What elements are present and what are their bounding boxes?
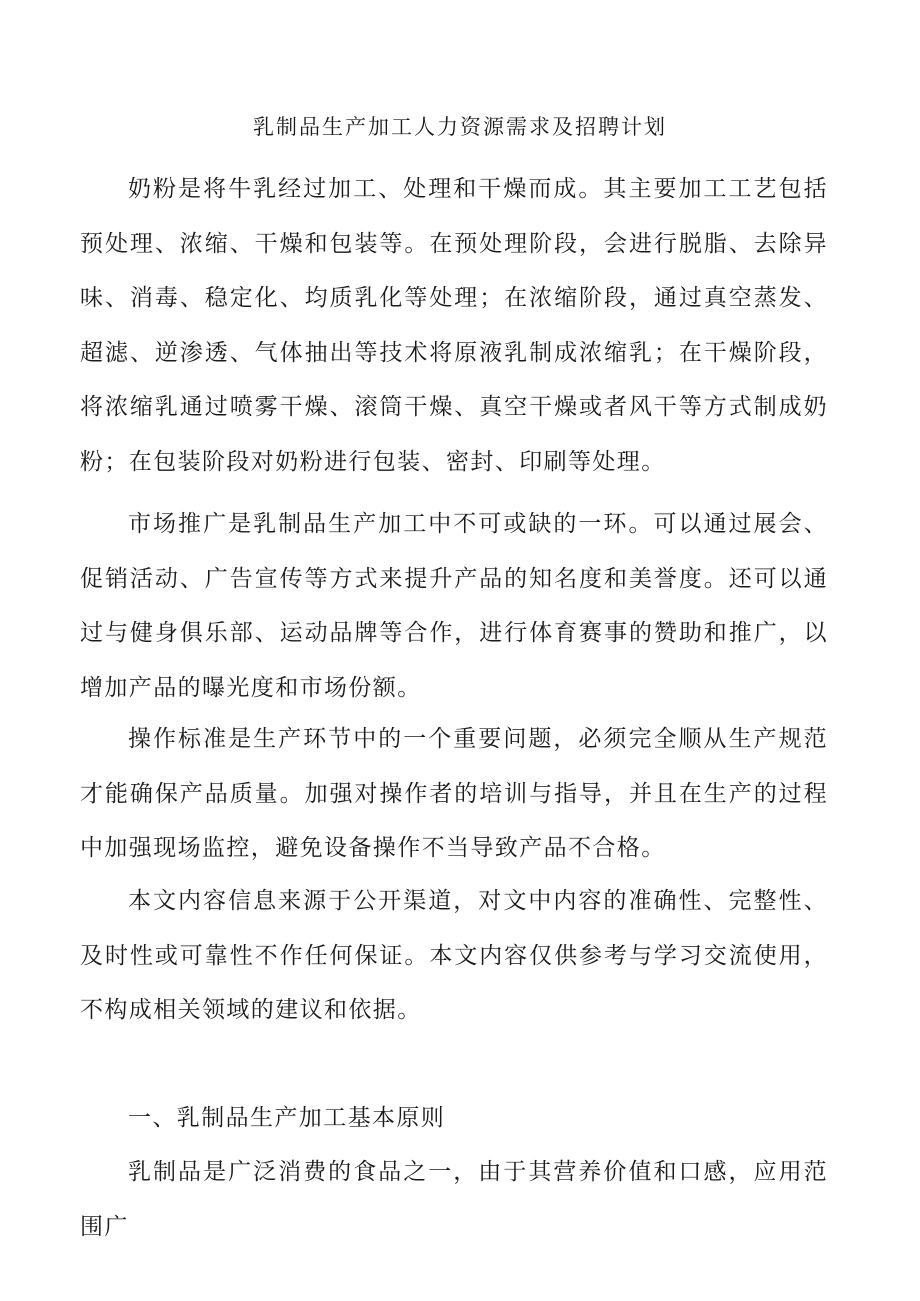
document-title: 乳制品生产加工人力资源需求及招聘计划 <box>253 115 667 139</box>
paragraph-milk-powder: 奶粉是将牛乳经过加工、处理和干燥而成。其主要加工工艺包括预处理、浓缩、干燥和包装等。在预处理阶段，会进行脱脂、去除异味、消毒、稳定化、均质乳化等处理；在浓缩阶段，通过真空蒸发、超滤、逆渗透、气体抽出等技术将原液乳制成浓缩乳；在干燥阶段，将浓缩乳通过喷雾干燥、滚筒干燥、真空干燥或者风干等方式制成奶粉；在包装阶段对奶粉进行包装、密封、印刷等处理。 <box>80 176 828 475</box>
paragraph-disclaimer: 本文内容信息来源于公开渠道，对文中内容的准确性、完整性、及时性或可靠性不作任何保证。本文内容仅供参考与学习交流使用，不构成相关领域的建议和依据。 <box>80 888 828 1023</box>
section-heading: 一、乳制品生产加工基本原则 <box>128 1105 446 1131</box>
paragraph-section-intro: 乳制品是广泛消费的食品之一，由于其营养价值和口感，应用范围广 <box>80 1159 828 1240</box>
paragraph-marketing: 市场推广是乳制品生产加工中不可或缺的一环。可以通过展会、促销活动、广告宣传等方式来提升产品的知名度和美誉度。还可以通过与健身俱乐部、运动品牌等合作，进行体育赛事的赞助和推广，以增加产品的曝光度和市场份额。 <box>80 511 828 701</box>
paragraph-operation-standards: 操作标准是生产环节中的一个重要问题，必须完全顺从生产规范才能确保产品质量。加强对操作者的培训与指导，并且在生产的过程中加强现场监控，避免设备操作不当导致产品不合格。 <box>80 726 828 861</box>
